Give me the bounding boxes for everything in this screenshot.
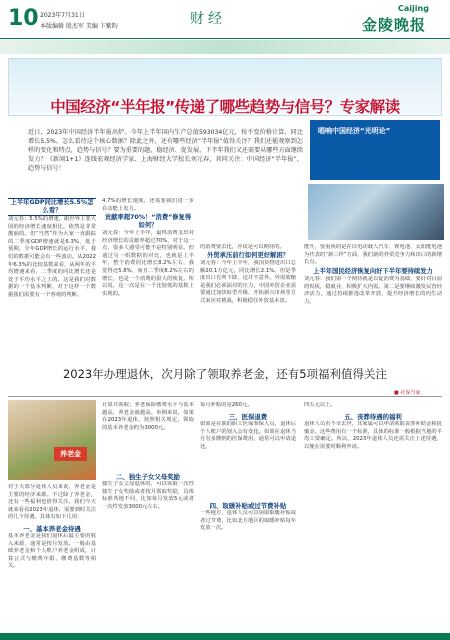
header-decoration xyxy=(0,40,450,54)
column-text: 刘元春：今年上半年，我国货物进出口总额20.1万亿元，同比增长2.1%。但是季度出口有所下降，这并不意外。外需收缩是我们必须面对的压力，中国外贸企业需要通过加快转型升级、开拓新兴市场等方式来应对挑战，积极稳住外贸基本盘。 xyxy=(200,260,296,304)
column-1 xyxy=(8,198,96,366)
question-title: 上半年GDP同比增长5.5%怎么看？ xyxy=(10,199,94,214)
column-text: 刘元春：5.5%的增速，跟世界主要大国的经济增长速度相比，依然是非常靓丽的。但“当然”作为大家一直跟踪的二季度GDP增速就是6.3%，低于预期，全年GDP增长的运行水平，我们的数据可能会有一些波动。从2022年6.3%的比较基数来看，从两年的平均增速来看，二季度的同比增长还是处于平均水平之上的。这是我们对数据的一个基本判断，对于这样一个数据我们需要有一个客观的判断。 xyxy=(8,216,96,298)
header-divider xyxy=(0,38,450,39)
editor-line: 本版编辑 殷杰军 美编 卞紫昀 xyxy=(40,23,118,30)
subheading: 五、丧葬待遇的福利 xyxy=(344,413,402,421)
column-text: 4.7%的增长速度，还需要我们进一步在动能上发力。 xyxy=(102,198,194,212)
column-text: 能升，要重视的是在以电动载人汽车、锂电池、太阳能电池为代表的“新三样”方面，我们新的外贸竞争力和出口的新增长点。 xyxy=(304,244,442,266)
column-3 xyxy=(200,244,296,356)
column-text: 一些地方，退休人员可以领取取暖补贴或者过节费，比如北方地区的取暖补贴每年发放一次。 xyxy=(200,510,296,532)
question-title: 上半年国民经济恢复向好下半年要持续发力 xyxy=(313,268,433,275)
page-footer-band xyxy=(0,633,450,640)
column-text: 刘元春：我们第一个期待就是以促消费为基础，要针对目前的短板，稳就业，积极扩大内需。第二是要继续激发民营经济活力，通过持续推进改革开放，提升经济增长的内生动力。 xyxy=(304,276,442,305)
article2-source: ■ 社保当家 xyxy=(394,390,421,396)
brand-logo: 金陵晚报 xyxy=(362,16,427,34)
column-text: 独生子女父母退休时，可以领取一次性独生子女奖励或者按月领取奖励，具体标准各地不同，比如每月发放5元或者一次性发放3000元左右。 xyxy=(102,481,194,510)
brand-latin: Caijing xyxy=(398,4,429,13)
article-photo xyxy=(308,184,444,240)
page-number: 10 xyxy=(8,6,39,31)
column-text: 退休人员若不幸去世，其家属可以申请领取丧葬补助金和抚恤金。这些费用有一个标准，具体的标准一般根据当地的平均工资确定。所以，2023年退休人员还需关注上述待遇，以便在需要时顺利申请。 xyxy=(304,421,442,450)
question-title: 贡献率超70%！“消费”修复得如何？ xyxy=(104,214,192,229)
main-headline[interactable]: 中国经济“半年报”传递了哪些趋势与信号？专家解读 xyxy=(50,98,400,116)
intro-text: 近日，2023年中国经济半年报出炉。今年上半年国内生产总值593034亿元，按不变价格计算，同比增长5.5%。怎么看待这个核心数据？除此之外，还有哪些经济“半年报”值得关注？我们还能观察到怎样的变化和特点，趋势与信号？要为重要的题，稳经济、促发展、下半年我们又还需要从哪些方面继续发力？《新闻1+1》连线宏观经济学家、上海财经大学校长刘元春，共同关注：中国经济“半年报”，趋势与信号！ xyxy=(28,129,303,172)
pension-photo xyxy=(8,400,96,480)
column-text: 的消费要去化，应该是可以期待的。 xyxy=(200,244,285,250)
article2-headline[interactable]: 2023年办理退休，次月除了领取养老金，还有5项福利值得关注 xyxy=(62,367,388,381)
column-text: 对于大部分退休人员来说，养老金是主要的经济来源。不过除了养老金，还有一些福利也值得关注。我们今天就来看看2023年退休，需要到时关注的几个待遇。具体有如下几项： xyxy=(8,484,96,521)
column-2 xyxy=(102,198,194,352)
article2-column-4 xyxy=(304,402,442,621)
column-text: 刘元春：今年上半年，最终消费支出对经济增长的贡献率超过70%，对于这一点，很多人感受可能不是特别明显。但通过另一组数据的对比，也就是上半年，整个消费同比增长8.2%左右，我觉得还5.8%，而且二季度8.2%左右的增长，也是一个消费的很大的恢复。所以说，这一次是在一个比较低的基数上实现的。 xyxy=(102,230,194,297)
article2-column-2 xyxy=(102,402,194,611)
intro-paragraph xyxy=(28,128,303,173)
article2-column-1 xyxy=(8,484,96,623)
article2-column-3 xyxy=(200,402,296,620)
subheading: 一、基本养老金待遇 xyxy=(23,525,81,533)
column-4 xyxy=(304,244,442,356)
column-text: 基本养老金是我们退休后最主要的收入来源，通常是按月发放。一般由基础养老金和个人账户养老金组成，计算公式与缴费年限、缴费基数等相关。 xyxy=(8,533,96,570)
article2-divider xyxy=(8,396,442,397)
question-title: 外贸承压前行如何更好解困？ xyxy=(207,252,289,259)
issue-date: 2023年7月31日 xyxy=(40,12,85,19)
pension-tag: 养老金 xyxy=(54,447,87,461)
column-text: 每月补贴的是260元。 xyxy=(200,402,253,408)
section-title: 财经 xyxy=(190,11,226,27)
column-text: 四五元以上。 xyxy=(304,402,336,408)
subheading: 三、医保退费 xyxy=(228,413,268,421)
subheading: 二、独生子女父母奖励 xyxy=(116,473,180,481)
subheading: 四、取暖补贴或过节费补贴 xyxy=(209,502,287,510)
column-text: 计算并领取；养老保险缴费水平与基本越高，养老金就越高。举例来说，如果在2023年退休，按照相关规定，领取的基本养老金约为3000元。 xyxy=(102,402,194,431)
column-text: 如果是在职的职工医保参保人员，退休后个人账户的划入会有变化。如果在退休当月有多缴纳的医保费用，通常可以申请退还。 xyxy=(200,421,296,450)
side-callout-title: 唱响中国经济“光明论” xyxy=(318,127,391,135)
